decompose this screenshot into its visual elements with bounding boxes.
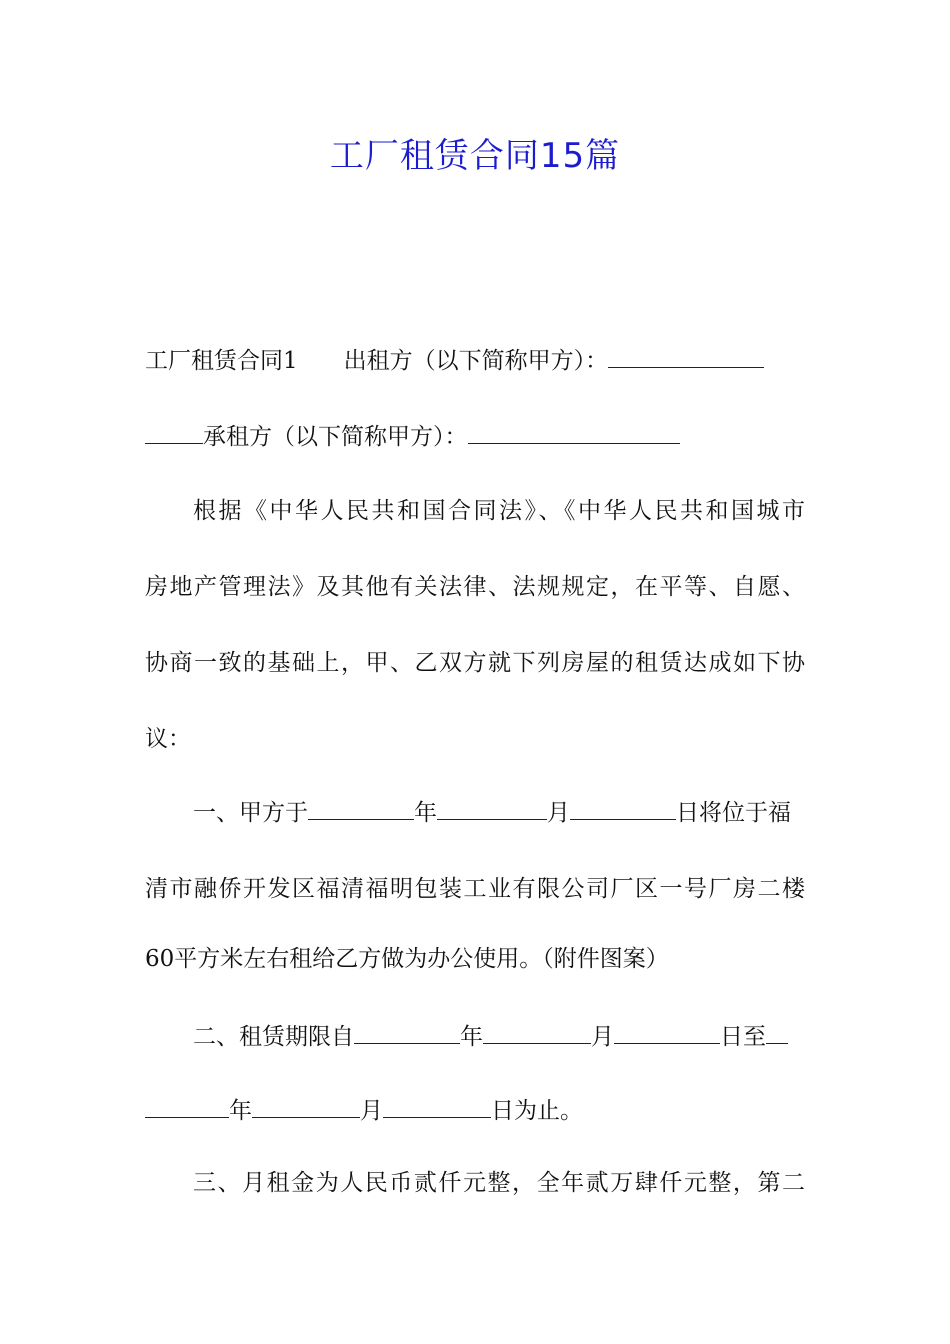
start-day-blank xyxy=(614,1021,720,1044)
lessor-label: 出租方（以下简称甲方）： xyxy=(343,348,609,374)
start-year-blank xyxy=(354,1021,460,1044)
section-heading: 工厂租赁合同1 xyxy=(145,348,298,374)
month-blank xyxy=(437,797,547,820)
end-year-blank xyxy=(145,1095,229,1118)
lessee-blank xyxy=(468,421,680,444)
end-month-blank xyxy=(252,1095,360,1118)
end-day-blank xyxy=(383,1095,491,1118)
end-year-blank-start xyxy=(766,1021,788,1044)
lessor-blank xyxy=(608,345,764,368)
clause-line: 一、甲方于 年 月 日将位于福 xyxy=(193,797,791,829)
clause-line: 清市融侨开发区福清福明包装工业有限公司厂区一号厂房二楼 xyxy=(145,876,805,902)
day-blank xyxy=(570,797,676,820)
start-month-blank xyxy=(483,1021,591,1044)
lessor-blank-cont xyxy=(145,421,203,444)
paragraph-line: 议： xyxy=(145,726,191,752)
document-title: 工厂租赁合同15篇 xyxy=(329,136,621,176)
clause-line: 年 月 日为止。 xyxy=(145,1095,583,1127)
text-line xyxy=(145,421,680,453)
clause-line: 二、租赁期限自 年 月 日至 xyxy=(193,1021,788,1053)
paragraph-line: 房地产管理法》及其他有关法律、法规规定，在平等、自愿、 xyxy=(145,574,805,600)
lessee-label: 承租方（以下简称甲方）： xyxy=(203,424,468,450)
clause-line: 三、月租金为人民币贰仟元整，全年贰万肆仟元整，第二 xyxy=(193,1170,805,1196)
paragraph-line: 协商一致的基础上，甲、乙双方就下列房屋的租赁达成如下协 xyxy=(145,650,805,676)
year-blank xyxy=(308,797,414,820)
clause-line: 60平方米左右租给乙方做为办公使用。（附件图案） xyxy=(145,946,669,972)
paragraph-line: 根据《中华人民共和国合同法》、《中华人民共和国城市 xyxy=(193,498,805,524)
text-line xyxy=(145,345,764,377)
